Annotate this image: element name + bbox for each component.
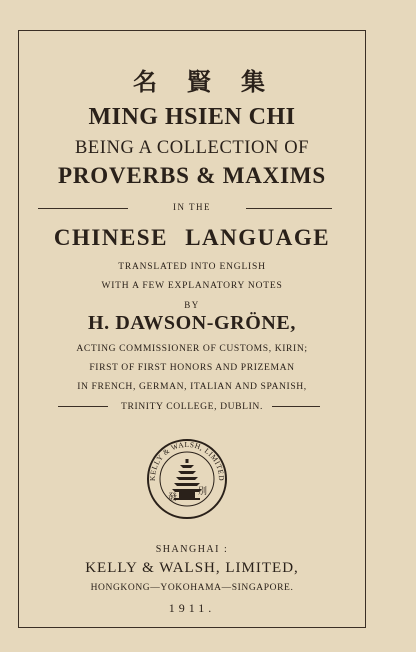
rule-right bbox=[246, 208, 332, 209]
by-label: BY bbox=[184, 300, 200, 310]
title-line-3: PROVERBS & MAXIMS bbox=[58, 163, 326, 188]
chinese-title: 名賢集 bbox=[133, 70, 295, 96]
publisher-seal-icon bbox=[146, 438, 228, 520]
college-line: TRINITY COLLEGE, DUBLIN. bbox=[121, 401, 263, 412]
title-line-1: MING HSIEN CHI bbox=[88, 104, 296, 130]
credential-line: IN FRENCH, GERMAN, ITALIAN AND SPANISH, bbox=[77, 381, 307, 392]
translated-line: TRANSLATED INTO ENGLISH bbox=[118, 262, 266, 272]
publisher-cities: HONGKONG—YOKOHAMA—SINGAPORE. bbox=[90, 583, 294, 593]
publisher-name: KELLY & WALSH, LIMITED, bbox=[85, 560, 299, 576]
author-name: H. DAWSON-GRÖNE, bbox=[88, 312, 296, 334]
seal-cjk-right: 別 bbox=[198, 487, 208, 497]
notes-line: WITH A FEW EXPLANATORY NOTES bbox=[101, 281, 283, 291]
imprint-city: SHANGHAI : bbox=[155, 544, 229, 555]
title-line-2: BEING A COLLECTION OF bbox=[74, 138, 310, 158]
seal-cjk-left: 發 bbox=[168, 493, 178, 503]
credential-line: ACTING COMMISSIONER OF CUSTOMS, KIRIN; bbox=[76, 343, 308, 354]
language-title: CHINESE LANGUAGE bbox=[53, 225, 331, 250]
publication-year: 1911. bbox=[168, 601, 216, 615]
credential-line: FIRST OF FIRST HONORS AND PRIZEMAN bbox=[89, 362, 295, 373]
in-the-label: IN THE bbox=[172, 202, 212, 212]
seal-text: KELLY & WALSH, LIMITED bbox=[147, 439, 227, 482]
college-rule-right bbox=[272, 406, 320, 407]
